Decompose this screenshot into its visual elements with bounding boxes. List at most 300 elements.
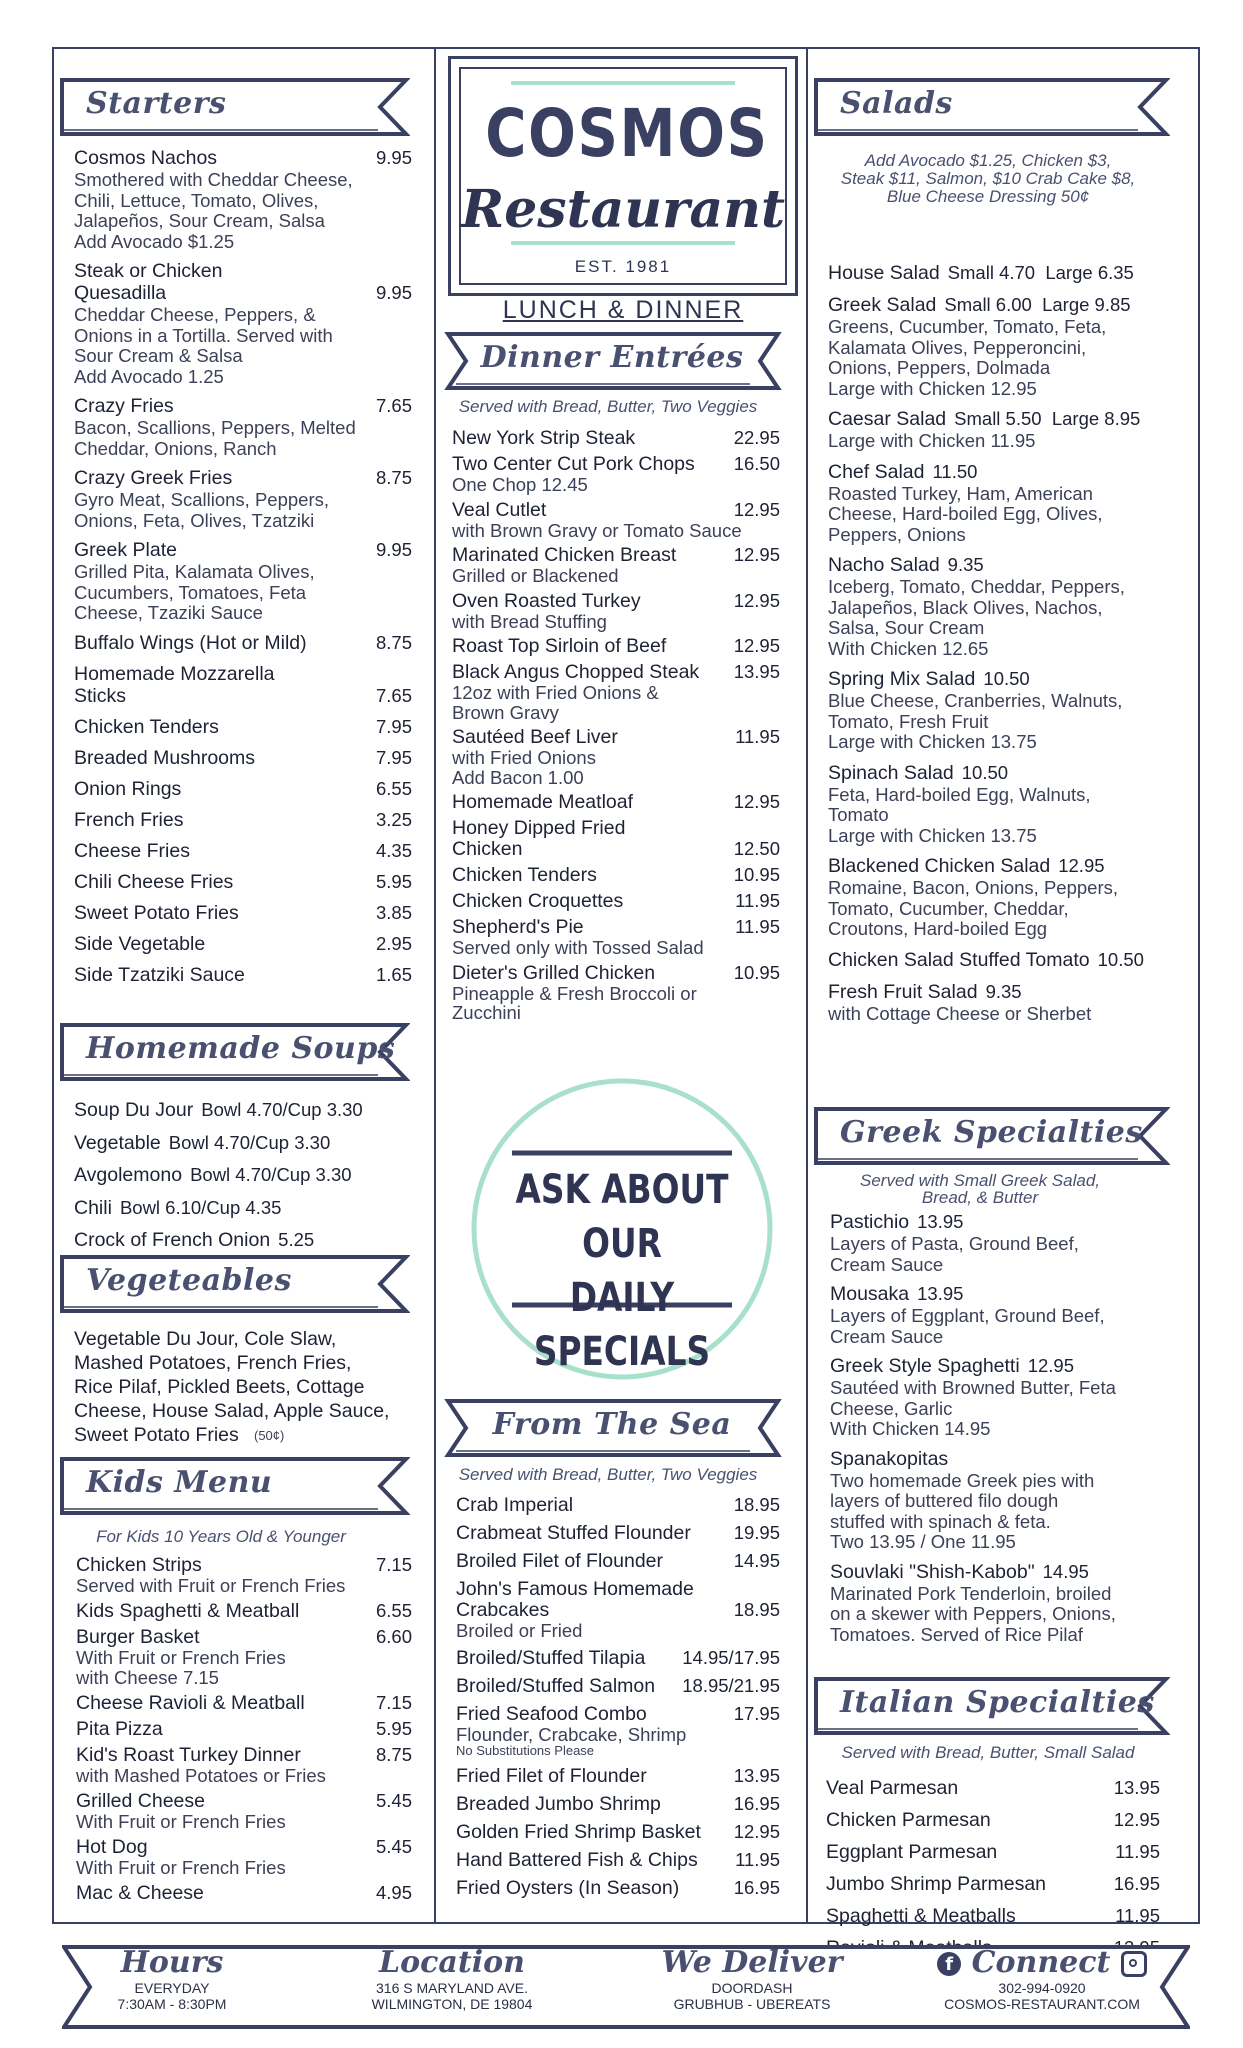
menu-item-description: Iceberg, Tomato, Cheddar, Peppers, (828, 576, 1125, 597)
greek-subtitle: Bread, & Butter (921, 1188, 1039, 1207)
menu-item-name: Fresh Fruit Salad (828, 980, 978, 1003)
menu-item-price: 9.35 (985, 980, 1022, 1002)
menu-item-price: 14.95 (733, 1550, 780, 1571)
menu-item-price: 10.50 (961, 761, 1009, 783)
menu-item-description: Large with Chicken 13.75 (828, 824, 1037, 846)
menu-item (828, 461, 977, 483)
daily-specials-badge (470, 1077, 774, 1381)
menu-item-name: Pita Pizza (76, 1718, 163, 1740)
menu-item-price: 14.95 (1042, 1560, 1089, 1582)
menu-item-name: Crazy Greek Fries (74, 467, 233, 489)
menu-item-price: 16.95 (733, 1793, 780, 1814)
menu-item-price: 11.95 (1115, 1841, 1160, 1862)
soup-item (74, 1197, 281, 1219)
menu-item-price: 19.95 (733, 1522, 780, 1543)
menu-item-name: Jumbo Shrimp Parmesan (826, 1873, 1047, 1895)
menu-item-description: Jalapeños, Sour Cream, Salsa (74, 210, 325, 231)
dinner-subtitle: Served with Bread, Butter, Two Veggies (458, 397, 758, 416)
menu-item-name: Chicken Salad Stuffed Tomato (828, 948, 1090, 971)
menu-item-name: Chicken Tenders (74, 715, 219, 738)
menu-item (830, 1211, 963, 1233)
menu-item-price: 8.75 (375, 631, 412, 653)
menu-item-name: Side Tzatziki Sauce (74, 963, 245, 986)
menu-item-price: Small 5.50 Large 8.95 (954, 408, 1141, 429)
menu-item-name: Buffalo Wings (Hot or Mild) (74, 631, 307, 654)
hours-line-1: EVERYDAY (134, 1980, 210, 1996)
menu-item-description: 12oz with Fried Onions & (452, 682, 659, 703)
menu-item-price: 13.95 (1113, 1777, 1160, 1798)
menu-item-price: 12.95 (733, 1821, 780, 1842)
menu-item-price: 5.45 (375, 1790, 412, 1811)
menu-item-name: Chicken Croquettes (452, 890, 624, 912)
menu-item-price: 11.95 (735, 1849, 780, 1870)
menu-item-description: Gyro Meat, Scallions, Peppers, (74, 489, 329, 510)
menu-item-name: Souvlaki "Shish-Kabob" (830, 1560, 1035, 1583)
menu-item-price: 6.55 (375, 777, 412, 799)
menu-item-name: Hot Dog (76, 1836, 148, 1858)
menu-item-name: New York Strip Steak (452, 427, 636, 449)
menu-item-description: Onions, Feta, Olives, Tzatziki (74, 509, 315, 531)
menu-item-name: Pastichio (830, 1211, 910, 1233)
menu-item (828, 762, 1008, 784)
menu-item-name: Veal Parmesan (826, 1777, 959, 1799)
menu-item-price: 5.95 (375, 1718, 412, 1739)
menu-item-description: Flounder, Crabcake, Shrimp (456, 1723, 687, 1745)
salads-subtitle: Steak $11, Salmon, $10 Crab Cake $8, (840, 169, 1136, 188)
menu-item-price: 4.95 (375, 1882, 412, 1903)
menu-item-price: 12.95 (733, 589, 780, 611)
menu-item-description: Croutons, Hard-boiled Egg (828, 918, 1048, 939)
menu-item-price: 6.55 (375, 1600, 412, 1621)
soup-name: Vegetable (74, 1131, 161, 1154)
menu-item-description: Large with Chicken 12.95 (828, 377, 1037, 399)
soup-price: Bowl 4.70/Cup 3.30 (168, 1131, 331, 1153)
menu-item-price: 8.75 (375, 467, 412, 488)
hours-line-2: 7:30AM - 8:30PM (117, 1996, 227, 2012)
menu-item-name: Mac & Cheese (76, 1882, 204, 1904)
menu-item (828, 262, 1134, 284)
salads-subtitle: Add Avocado $1.25, Chicken $3, (864, 151, 1112, 170)
menu-item-price: 13.95 (917, 1211, 964, 1232)
menu-item-description: With Fruit or French Fries (76, 1857, 286, 1878)
left-column (56, 47, 412, 1924)
menu-item-description: Grilled or Blackened (452, 565, 619, 586)
menu-item-name: French Fries (74, 808, 184, 831)
menu-item-name: Broiled/Stuffed Tilapia (456, 1646, 646, 1669)
soup-price: Bowl 4.70/Cup 3.30 (190, 1164, 352, 1185)
menu-item-name: Greek Salad (828, 294, 937, 316)
menu-item-name: Kid's Roast Turkey Dinner (76, 1744, 301, 1766)
menu-item-description: Layers of Eggplant, Ground Beef, (830, 1305, 1105, 1326)
menu-item (828, 668, 1030, 690)
menu-item-description: Cheddar, Onions, Ranch (74, 437, 277, 459)
menu-item-price: 4.35 (375, 839, 412, 861)
menu-item-name: Crazy Fries (74, 395, 174, 417)
menu-item-name: Side Vegetable (74, 932, 206, 955)
menu-item (828, 949, 1144, 971)
menu-item-name: Cheese Ravioli & Meatball (76, 1692, 305, 1714)
menu-item-price: 7.65 (375, 395, 412, 416)
menu-item-name: Marinated Chicken Breast (452, 544, 677, 566)
kids-subtitle: For Kids 10 Years Old & Younger (96, 1527, 346, 1546)
menu-item-price: 12.95 (733, 791, 780, 812)
menu-item-price: 7.15 (375, 1692, 412, 1713)
menu-item-price: 18.95 (733, 1599, 780, 1620)
vegetable-list-line: Cheese, House Salad, Apple Sauce, (74, 1400, 390, 1422)
instagram-icon[interactable] (1121, 1951, 1147, 1977)
menu-item (830, 1283, 963, 1305)
menu-item-description: with Cottage Cheese or Sherbet (828, 1002, 1092, 1024)
menu-item-name: Onion Rings (74, 777, 182, 800)
column-divider (806, 47, 808, 1924)
footer-bar (62, 1945, 1190, 2029)
menu-item-name: Oven Roasted Turkey (452, 589, 641, 612)
menu-item-description: Romaine, Bacon, Onions, Peppers, (828, 877, 1118, 898)
menu-item-description: Sautéed with Browned Butter, Feta (830, 1377, 1116, 1398)
menu-item-description: One Chop 12.45 (452, 474, 588, 495)
menu-item-price: 13.95 (733, 1765, 780, 1786)
kids-title: Kids Menu (86, 1465, 273, 1500)
menu-item-price: 11.50 (932, 460, 978, 482)
menu-item-name: Caesar Salad (828, 408, 947, 430)
soup-price: Bowl 6.10/Cup 4.35 (119, 1196, 282, 1218)
menu-item-name: Chicken Parmesan (826, 1809, 991, 1831)
menu-item-name: Golden Fried Shrimp Basket (456, 1821, 701, 1843)
menu-item-name: Kids Spaghetti & Meatball (76, 1600, 300, 1622)
menu-item-price: 6.60 (375, 1626, 412, 1647)
menu-item-price: 16.95 (1113, 1873, 1160, 1894)
column-divider (434, 47, 436, 1924)
menu-item-name: Honey Dipped Fried (452, 817, 626, 839)
greek-subtitle: Served with Small Greek Salad, (860, 1171, 1100, 1190)
menu-item-price: 8.75 (375, 1744, 412, 1765)
menu-item-description: Bacon, Scallions, Peppers, Melted (74, 417, 356, 438)
menu-item-price: 3.85 (375, 901, 412, 923)
menu-item-price: 3.25 (375, 808, 412, 830)
menu-item-description: Cheese, Hard-boiled Egg, Olives, (828, 503, 1103, 524)
soup-item (74, 1164, 352, 1186)
menu-item-description: Cheddar Cheese, Peppers, & (74, 304, 316, 325)
menu-item-description: Add Avocado 1.25 (74, 365, 224, 387)
location-line-2: WILMINGTON, DE 19804 (371, 1996, 533, 2012)
restaurant-logo (448, 56, 798, 296)
menu-item (828, 294, 1131, 316)
menu-item-price: 9.95 (375, 282, 412, 303)
menu-item-name: Sticks (74, 684, 127, 707)
menu-item (828, 981, 1022, 1003)
menu-item-description: Zucchini (452, 1002, 521, 1023)
menu-item-description: Blue Cheese, Cranberries, Walnuts, (828, 690, 1123, 711)
vegetables-banner (60, 1253, 410, 1315)
deliver-title: We Deliver (661, 1945, 843, 1980)
menu-item-name: Blackened Chicken Salad (828, 855, 1051, 877)
soup-name: Soup Du Jour (74, 1099, 194, 1121)
right-column (810, 47, 1166, 1927)
menu-item-description: stuffed with spinach & feta. (830, 1510, 1051, 1532)
menu-item-name: Sautéed Beef Liver (452, 726, 618, 748)
menu-item-name: Dieter's Grilled Chicken (452, 961, 656, 984)
menu-item-price: 11.95 (735, 726, 780, 747)
menu-item-price: 9.95 (375, 147, 412, 168)
menu-item (828, 408, 1140, 430)
menu-item-description: Large with Chicken 11.95 (828, 430, 1036, 451)
menu-item-price: 1.65 (375, 963, 412, 985)
menu-item-price: 12.50 (733, 838, 780, 859)
menu-item-name: Grilled Cheese (76, 1790, 205, 1812)
dinner-entrees-title: Dinner Entrées (480, 340, 744, 375)
middle-column (438, 47, 792, 1924)
menu-item-description: Layers of Pasta, Ground Beef, (830, 1233, 1079, 1254)
menu-item-price: Small 4.70 Large 6.35 (947, 262, 1134, 283)
menu-item-name: Homemade Mozzarella (74, 662, 275, 685)
menu-item-description: Broiled or Fried (456, 1620, 583, 1641)
vegetable-list-line: Mashed Potatoes, French Fries, (74, 1352, 352, 1374)
menu-item-price: 12.95 (1058, 855, 1105, 876)
menu-item-description: Marinated Pork Tenderloin, broiled (830, 1582, 1112, 1604)
menu-item-description: Chili, Lettuce, Tomato, Olives, (74, 189, 319, 211)
menu-item (830, 1355, 1074, 1377)
menu-item-name: House Salad (828, 262, 940, 284)
menu-item-description: With Chicken 14.95 (830, 1418, 991, 1439)
menu-item-price: 12.95 (1027, 1355, 1074, 1376)
location-line-1: 316 S MARYLAND AVE. (376, 1980, 528, 1996)
menu-item-description: Cream Sauce (830, 1253, 944, 1275)
menu-item-name: Fried Seafood Combo (456, 1702, 647, 1725)
menu-item-description: Add Bacon 1.00 (452, 766, 584, 788)
vegetable-note: (50¢) (254, 1428, 285, 1443)
menu-item-name: Eggplant Parmesan (826, 1841, 998, 1863)
menu-item-price: 9.95 (375, 539, 412, 560)
location-block (332, 1945, 572, 2012)
vegetable-list-line: Vegetable Du Jour, Cole Slaw, (74, 1328, 337, 1350)
menu-item-name: Crabmeat Stuffed Flounder (456, 1522, 691, 1544)
menu-item (830, 1561, 1089, 1583)
hours-block (82, 1945, 262, 2012)
menu-item-price: 11.95 (735, 890, 780, 911)
menu-item-description: Brown Gravy (452, 701, 559, 723)
menu-item (830, 1448, 956, 1470)
menu-item-name: Chef Salad (828, 460, 925, 483)
menu-item-description: Sour Cream & Salsa (74, 345, 243, 366)
vegetable-list-line: Rice Pilaf, Pickled Beets, Cottage (74, 1376, 365, 1398)
menu-item-name: Two Center Cut Pork Chops (452, 453, 695, 475)
connect-website[interactable]: COSMOS-RESTAURANT.COM (944, 1996, 1140, 2012)
menu-item-description: Tomato (828, 804, 889, 825)
menu-item-name: Homemade Meatloaf (452, 791, 634, 813)
soups-banner (60, 1021, 410, 1083)
menu-item-description: Onions, Peppers, Dolmada (828, 357, 1051, 378)
greek-specialties-title: Greek Specialties (840, 1115, 1143, 1150)
soup-item (74, 1132, 330, 1154)
deliver-line-1: DOORDASH (711, 1980, 793, 1996)
specials-line-1: ASK ABOUT (515, 1167, 729, 1213)
menu-item-name: Spaghetti & Meatballs (826, 1905, 1016, 1927)
specials-line-2: OUR (582, 1221, 662, 1267)
connect-phone[interactable]: 302-994-0920 (998, 1980, 1086, 1996)
menu-item-name: Spring Mix Salad (828, 668, 976, 690)
menu-item-description: Served with Fruit or French Fries (76, 1575, 346, 1596)
menu-item-description: Onions in a Tortilla. Served with (74, 324, 333, 346)
menu-item-name: Black Angus Chopped Steak (452, 661, 700, 683)
menu-item-description: Tomato, Cucumber, Cheddar, (828, 897, 1069, 919)
menu-item-description: with Mashed Potatoes or Fries (76, 1765, 326, 1786)
menu-item-price: 18.95/21.95 (682, 1674, 780, 1696)
italian-specialties-banner (814, 1675, 1170, 1737)
menu-item-price: 10.95 (733, 864, 780, 885)
menu-item-description: with Brown Gravy or Tomato Sauce (452, 519, 742, 541)
menu-item-price: 13.95 (917, 1283, 964, 1304)
vegetable-list-line: Sweet Potato Fries (74, 1424, 239, 1446)
menu-item-description: Grilled Pita, Kalamata Olives, (74, 561, 315, 582)
menu-item-description: layers of buttered filo dough (830, 1490, 1059, 1511)
menu-item-name: Steak or Chicken (74, 260, 223, 282)
menu-item-name: Breaded Jumbo Shrimp (456, 1793, 661, 1815)
menu-item-note: No Substitutions Please (456, 1743, 595, 1758)
menu-item-price: 17.95 (733, 1702, 780, 1724)
menu-item-price: Small 6.00 Large 9.85 (944, 294, 1131, 315)
menu-item-description: With Fruit or French Fries (76, 1647, 286, 1668)
menu-item-name: Chicken Tenders (452, 864, 597, 886)
menu-item-description: Cream Sauce (830, 1325, 944, 1347)
salads-subtitle: Blue Cheese Dressing 50¢ (886, 187, 1090, 206)
menu-item-description: on a skewer with Peppers, Onions, (830, 1603, 1116, 1624)
menu-item-name: Broiled/Stuffed Salmon (456, 1674, 656, 1697)
menu-item-price: 5.95 (375, 870, 412, 892)
menu-item-description: Tomatoes. Served of Rice Pilaf (830, 1623, 1083, 1645)
italian-specialties-title: Italian Specialties (840, 1685, 1155, 1720)
menu-item-name: Cosmos Nachos (74, 147, 218, 169)
connect-title: Connect (971, 1945, 1111, 1980)
menu-item-price: 12.95 (1113, 1809, 1160, 1830)
facebook-icon[interactable]: f (937, 1952, 961, 1976)
menu-item-price: 16.50 (733, 453, 780, 474)
menu-item-description: Served only with Tossed Salad (452, 937, 704, 958)
menu-item-description: With Chicken 12.65 (828, 637, 989, 659)
menu-item-price: 13.95 (733, 661, 780, 682)
menu-item-description: Smothered with Cheddar Cheese, (74, 169, 353, 190)
menu-item-price: 10.95 (733, 961, 780, 983)
from-the-sea-banner (442, 1397, 782, 1459)
menu-item-description: Cucumbers, Tomatoes, Feta (74, 581, 307, 603)
menu-item-name: Fried Filet of Flounder (456, 1765, 647, 1787)
menu-item-price: 7.15 (375, 1554, 412, 1575)
menu-item-name: Burger Basket (76, 1626, 200, 1648)
menu-item-description: Peppers, Onions (828, 523, 966, 545)
menu-item-name: Roast Top Sirloin of Beef (452, 635, 667, 657)
menu-item-description: Kalamata Olives, Pepperoncini, (828, 336, 1087, 358)
menu-item-name: Crabcakes (456, 1599, 550, 1621)
soup-item (74, 1099, 363, 1121)
soup-name: Avgolemono (74, 1164, 183, 1186)
menu-item-description: Two 13.95 / One 11.95 (830, 1531, 1016, 1552)
vegetables-title: Vegeteables (86, 1263, 292, 1298)
menu-item-name: Nacho Salad (828, 554, 940, 576)
sea-subtitle: Served with Bread, Butter, Two Veggies (458, 1465, 758, 1484)
logo-est: EST. 1981 (574, 257, 672, 276)
menu-item-name: Spinach Salad (828, 761, 954, 784)
menu-item (828, 855, 1105, 877)
menu-item-name: Quesadilla (74, 282, 167, 304)
menu-item-price: 5.45 (375, 1836, 412, 1857)
menu-item-name: John's Famous Homemade (456, 1578, 694, 1600)
menu-item-description: Pineapple & Fresh Broccoli or (452, 982, 697, 1004)
starters-banner (60, 76, 410, 138)
menu-item-price: 2.95 (375, 932, 412, 954)
logo-restaurant: Restaurant (461, 179, 786, 240)
menu-item-name: Hand Battered Fish & Chips (456, 1849, 698, 1871)
salads-banner (814, 76, 1170, 138)
menu-item-price: 16.95 (733, 1877, 780, 1898)
logo-cosmos: COSMOS (485, 95, 769, 172)
menu-item-price: 9.35 (947, 554, 984, 575)
starters-title: Starters (86, 86, 227, 121)
menu-item-description: Roasted Turkey, Ham, American (828, 482, 1093, 504)
menu-item-description: Greens, Cucumber, Tomato, Feta, (828, 316, 1107, 337)
menu-item-name: Chicken (452, 838, 523, 860)
kids-banner (60, 1455, 410, 1517)
menu-item-name: Fried Oysters (In Season) (456, 1877, 680, 1899)
soup-price: Bowl 4.70/Cup 3.30 (201, 1099, 363, 1120)
soup-price: 5.25 (278, 1229, 315, 1250)
menu-item-description: with Bread Stuffing (452, 610, 607, 632)
menu-item-description: Tomato, Fresh Fruit (828, 710, 989, 732)
soup-item (74, 1229, 314, 1251)
greek-specialties-banner (814, 1105, 1170, 1167)
menu-item-description: Salsa, Sour Cream (828, 617, 985, 638)
menu-item-name: Mousaka (830, 1283, 910, 1305)
menu-item-price: 22.95 (733, 427, 780, 448)
deliver-line-2: GRUBHUB - UBEREATS (673, 1996, 831, 2012)
menu-item-price: 10.50 (983, 668, 1030, 689)
menu-item-price: 14.95/17.95 (682, 1646, 780, 1668)
menu-item-price: 7.95 (375, 715, 412, 737)
menu-item-name: Broiled Filet of Flounder (456, 1550, 664, 1572)
soups-title: Homemade Soups (86, 1031, 396, 1066)
delivery-block (632, 1945, 872, 2012)
menu-item-description: with Cheese 7.15 (76, 1667, 219, 1688)
menu-item-description: Cheese, Tzaziki Sauce (74, 602, 263, 623)
menu-item-name: Breaded Mushrooms (74, 746, 256, 769)
menu-item-name: Spanakopitas (830, 1447, 949, 1470)
menu-item-description: Feta, Hard-boiled Egg, Walnuts, (828, 783, 1091, 805)
menu-item-price: 7.95 (375, 746, 412, 768)
menu-item-name: Sweet Potato Fries (74, 901, 239, 924)
menu-item-price: 10.50 (1097, 948, 1144, 970)
from-the-sea-title: From The Sea (492, 1407, 732, 1442)
menu-item-description: With Fruit or French Fries (76, 1811, 286, 1832)
menu-item-description: Large with Chicken 13.75 (828, 731, 1037, 752)
menu-item-description: with Fried Onions (452, 747, 596, 768)
location-title: Location (379, 1945, 525, 1980)
italian-subtitle: Served with Bread, Butter, Small Salad (841, 1743, 1135, 1762)
soup-name: Crock of French Onion (74, 1229, 271, 1251)
menu-item-name: Greek Style Spaghetti (830, 1355, 1020, 1377)
menu-item-description: Cheese, Garlic (830, 1397, 953, 1419)
soup-name: Chili (74, 1196, 112, 1219)
menu-item-name: Veal Cutlet (452, 498, 547, 521)
menu-item-name: Chili Cheese Fries (74, 870, 234, 893)
menu-item-price: 12.95 (733, 635, 780, 656)
hours-title: Hours (120, 1945, 224, 1980)
menu-item-name: Crab Imperial (456, 1494, 574, 1516)
salads-title: Salads (840, 86, 953, 121)
dinner-entrees-banner (442, 330, 782, 392)
menu-item-description: Add Avocado $1.25 (74, 230, 235, 252)
menu-item-price: 12.95 (733, 544, 780, 565)
lunch-dinner-tagline: LUNCH & DINNER (502, 296, 744, 324)
menu-item-description: Jalapeños, Black Olives, Nachos, (828, 596, 1103, 618)
menu-item-price: 12.95 (733, 498, 780, 520)
